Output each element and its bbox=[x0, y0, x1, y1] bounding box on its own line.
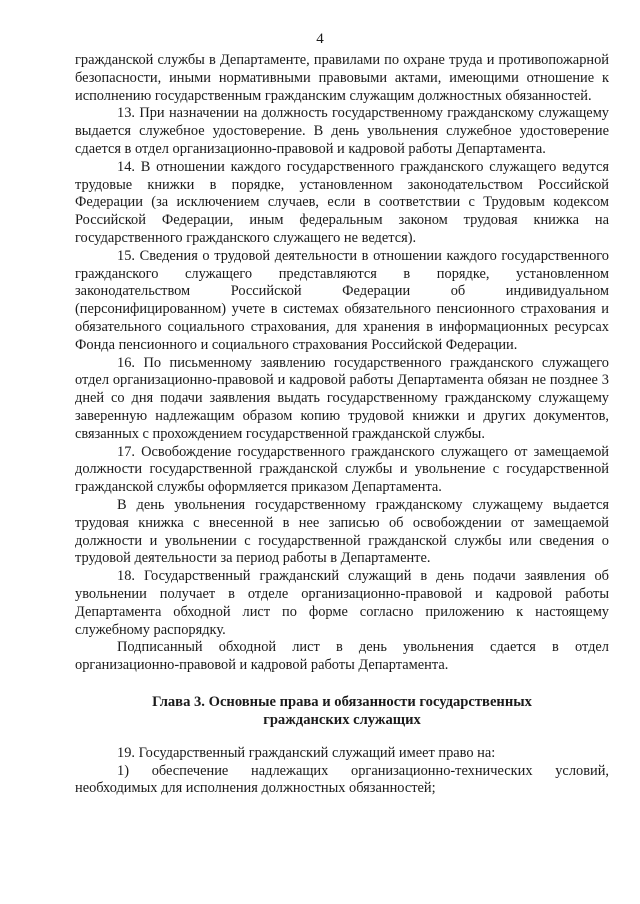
paragraph-14: 14. В отношении каждого государственного гражданского служащего ведутся трудовые книжки в порядке, установленном законодательством Российской Федерации (за исключением случаев, если в соответствии с Трудовым кодексом Российской Федерации, иным федеральным законом трудовая книжка на государственного гражданского служащего не ведется). bbox=[75, 158, 609, 246]
paragraph-18-checklist: Подписанный обходной лист в день увольнения сдается в отдел организационно-правовой и кадровой работы Департамента. bbox=[75, 639, 609, 674]
paragraph-15: 15. Сведения о трудовой деятельности в отношении каждого государственного гражданского служащего представляются в порядке, установленном законодательством Российской Федерации об индивидуальном (персонифицированном) учете в системах обязательного пенсионного страхования и обязательного социального страхования, для хранения в информационных ресурсах Фонда пенсионного и социального страхования Российской Федерации. bbox=[75, 247, 609, 353]
paragraph-17-dismissal-day: В день увольнения государственному гражданскому служащему выдается трудовая книжка с внесенной в нее записью об освобождении от замещаемой должности и увольнении с государственной гражданской службы или сведения о трудовой деятельности за период работы в Департаменте. bbox=[75, 496, 609, 567]
page-number: 4 bbox=[316, 31, 324, 47]
paragraph-continuation: гражданской службы в Департаменте, правилами по охране труда и противопожарной безопасности, иными нормативными правовыми актами, имеющими отношение к исполнению государственным гражданским служащим должностных обязанностей. bbox=[75, 52, 609, 104]
paragraph-19: 19. Государственный гражданский служащий имеет право на: bbox=[117, 744, 496, 761]
chapter-heading-line2: гражданских служащих bbox=[263, 711, 421, 728]
paragraph-16: 16. По письменному заявлению государственного гражданского служащего отдел организационно-правовой и кадровой работы Департамента обязан не позднее 3 дней со дня подачи заявления выдать государственному гражданскому служащему заверенную надлежащим образом копию трудовой книжки и других документов, связанных с прохождением государственной гражданской службы. bbox=[75, 354, 609, 442]
paragraph-19-item-1: 1) обеспечение надлежащих организационно-технических условий, необходимых для исполнения должностных обязанностей; bbox=[75, 762, 609, 797]
chapter-heading bbox=[75, 693, 609, 729]
document-body bbox=[75, 52, 609, 798]
paragraph-17: 17. Освобождение государственного гражданского служащего от замещаемой должности государственной гражданской службы и увольнение с государственной гражданской службы оформляется приказом Департамента. bbox=[75, 443, 609, 496]
paragraph-13: 13. При назначении на должность государственному гражданскому служащему выдается служебное удостоверение. В день увольнения служебное удостоверение сдается в отдел организационно-правовой и кадровой работы Департамента. bbox=[75, 105, 609, 157]
paragraph-18: 18. Государственный гражданский служащий в день подачи заявления об увольнении получает в отделе организационно-правовой и кадровой работы Департамента обходной лист по форме согласно приложению к настоящему служебному распорядку. bbox=[75, 568, 609, 638]
chapter-heading-line1: Глава 3. Основные права и обязанности государственных bbox=[152, 693, 532, 710]
